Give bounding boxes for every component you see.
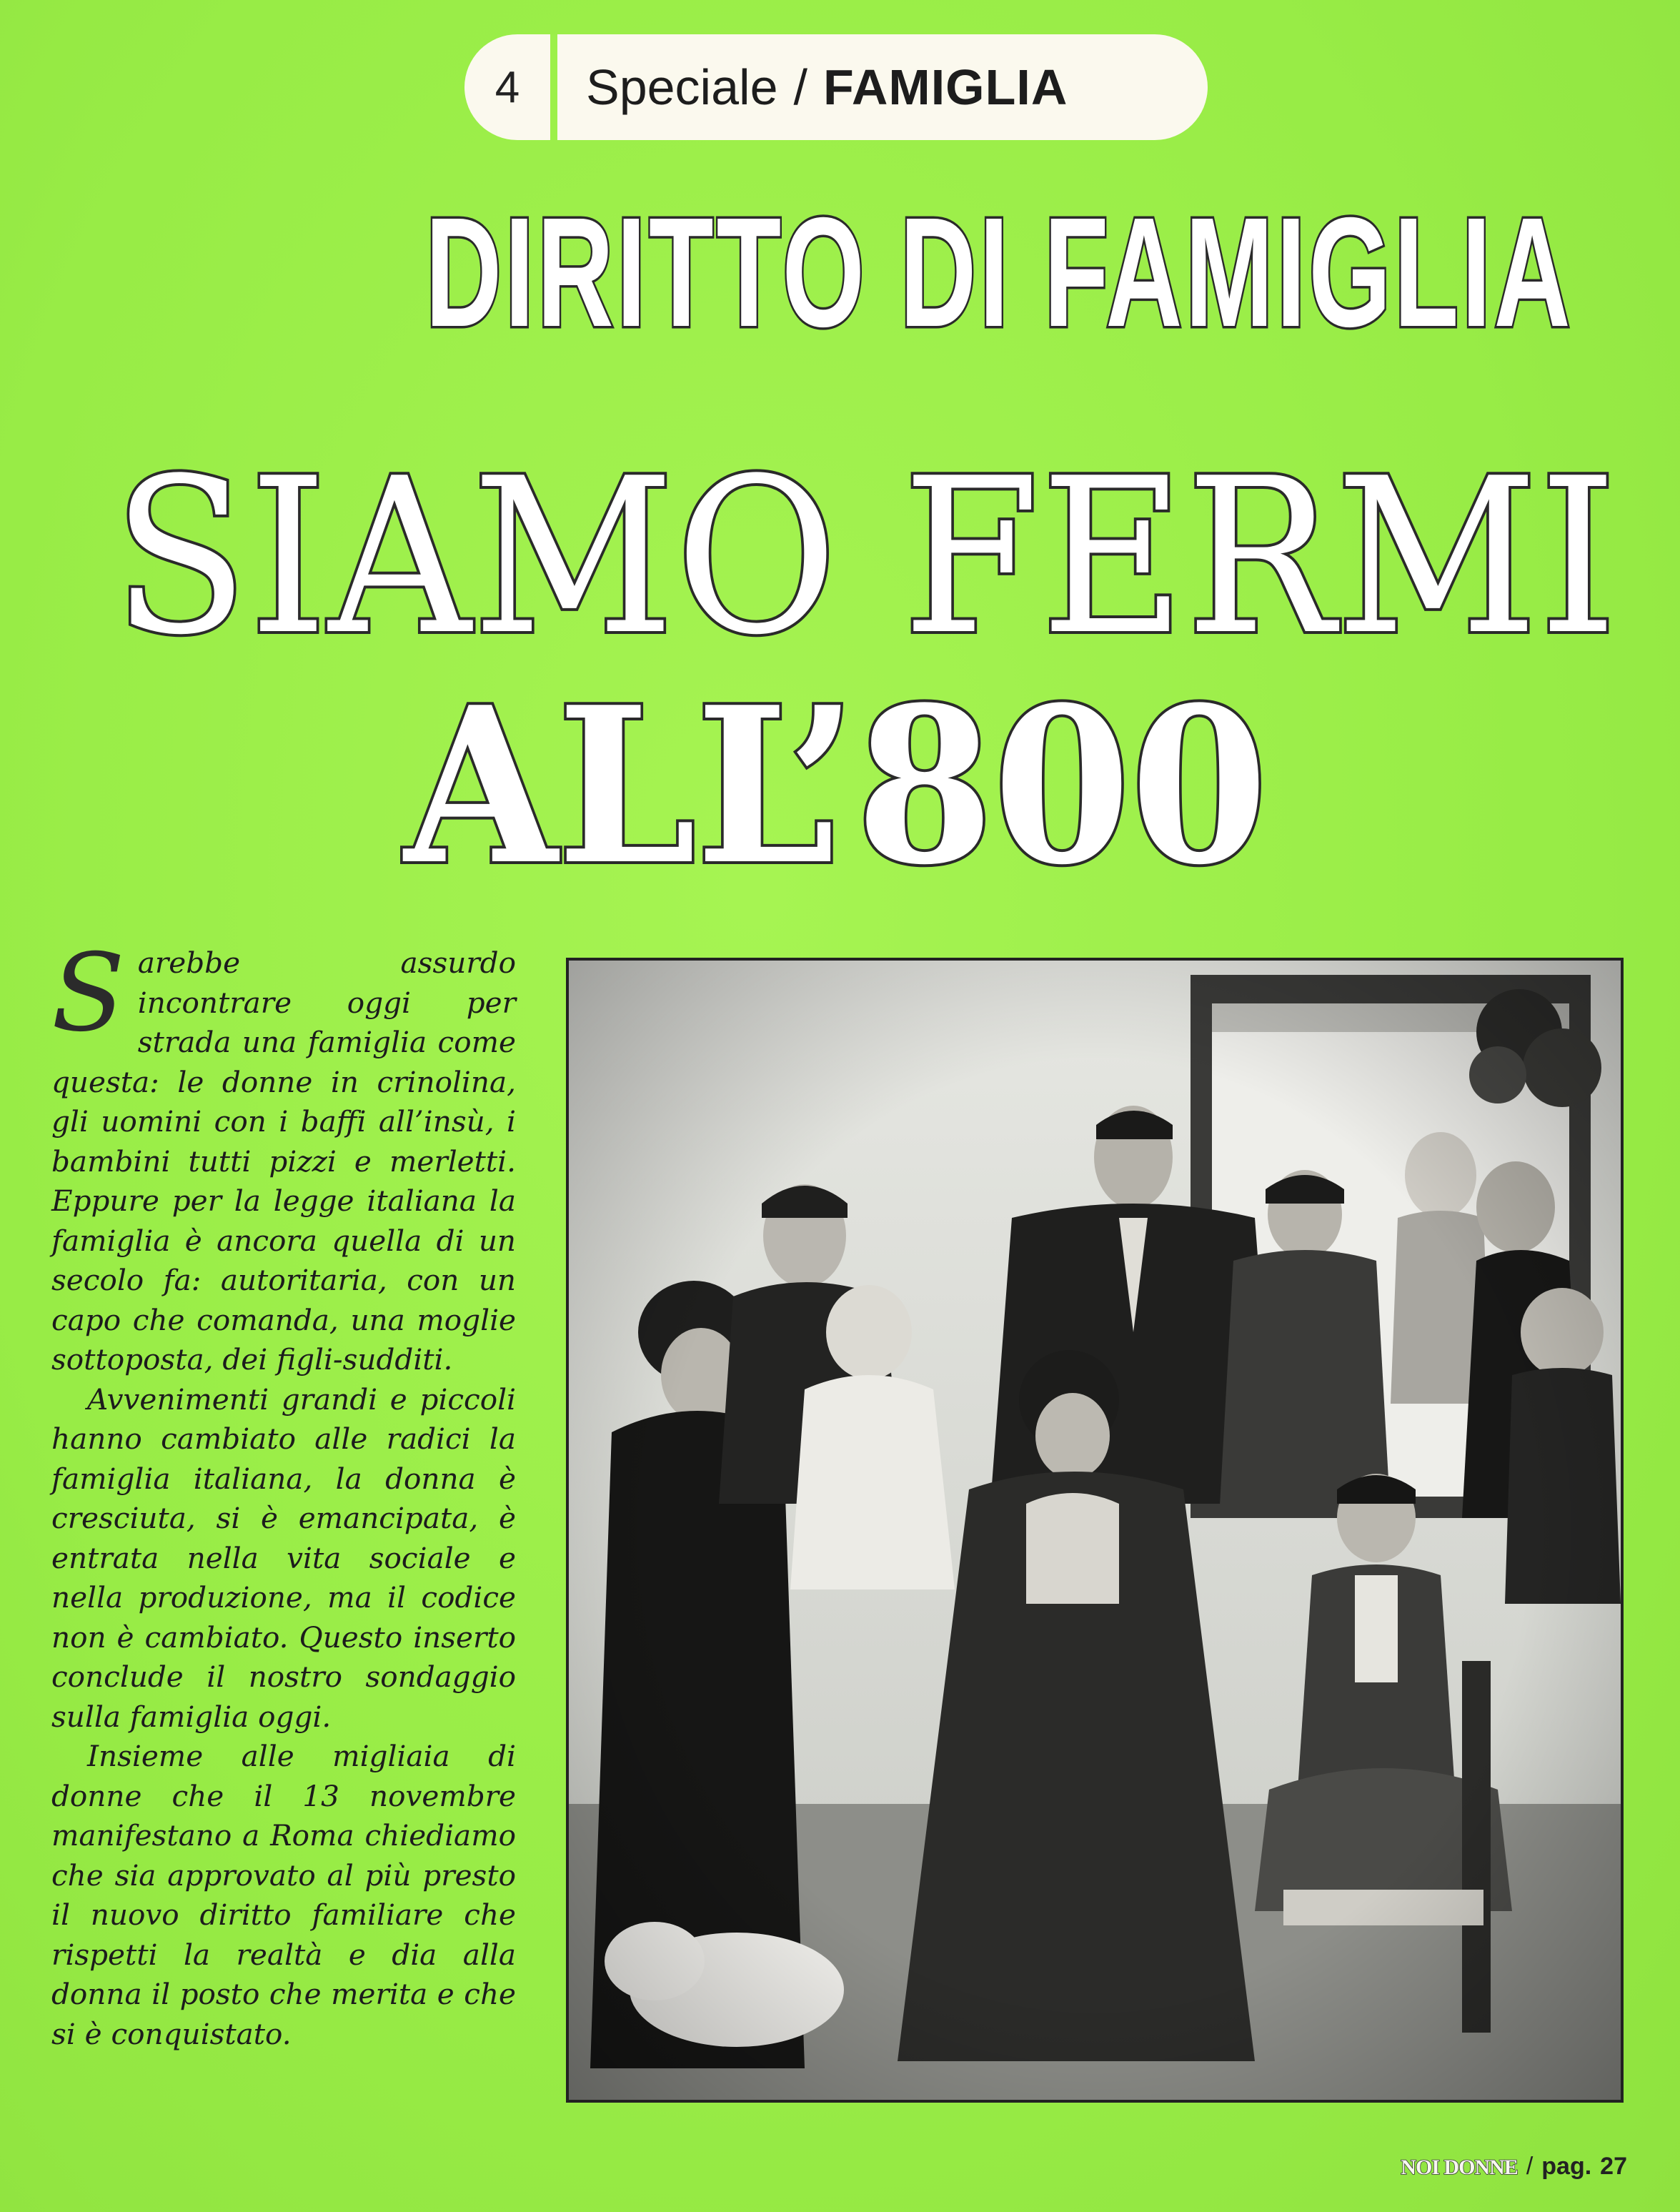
section-topic: FAMIGLIA — [822, 59, 1068, 115]
headline-main-line1: SIAMO FERMI — [113, 432, 1619, 682]
headline-main-line2: ALL’800 — [404, 660, 1268, 912]
headline-kicker: DIRITTO DI FAMIGLIA — [425, 186, 1574, 359]
photo-illustration-icon — [569, 961, 1621, 2100]
article-paragraph-2: Avvenimenti grandi e piccoli hanno cambiato alle radici la famiglia italiana, la donna è cresciuta, si è emancipata, è entrata nella vita sociale e nella produzione, ma il codice non è cambiato. Questo inserto conclude il nostro sondaggio sulla famiglia oggi. — [51, 1382, 516, 1734]
page-number: 27 — [1600, 2153, 1627, 2180]
page-footer — [1401, 2153, 1627, 2181]
family-portrait-photo — [566, 958, 1624, 2103]
article-paragraph-3: Insieme alle migliaia di donne che il 13 novembre manifestano a Roma chiediamo che sia approvato al più presto il nuovo diritto familiare che rispetti la realtà e dia alla donna il posto che merita e che si è conquistato. — [51, 1739, 516, 2051]
footer-separator: / — [1526, 2153, 1534, 2180]
article-body — [51, 931, 516, 2054]
drop-cap: S — [51, 931, 125, 1056]
page-label: pag. — [1541, 2153, 1592, 2180]
section-name: Speciale — [586, 59, 778, 115]
section-label — [586, 34, 1068, 140]
publication-logo: NOI DONNE — [1401, 2156, 1518, 2179]
paragraph-1-text: arebbe assurdo incontrare oggi per strada una famiglia come questa: le donne in crinolina, gli uomini con i baffi all’insù, i bambini tutti pizzi e merletti. Eppure per la legge italiana la famiglia è ancora quella di un secolo fa: autoritaria, con un capo che comanda, una moglie sottoposta, dei figli-sudditi. — [51, 946, 516, 1377]
section-header — [464, 34, 1208, 140]
section-separator: / — [793, 59, 807, 115]
issue-number: 4 — [464, 34, 557, 140]
article-paragraph-1 — [51, 931, 516, 1380]
